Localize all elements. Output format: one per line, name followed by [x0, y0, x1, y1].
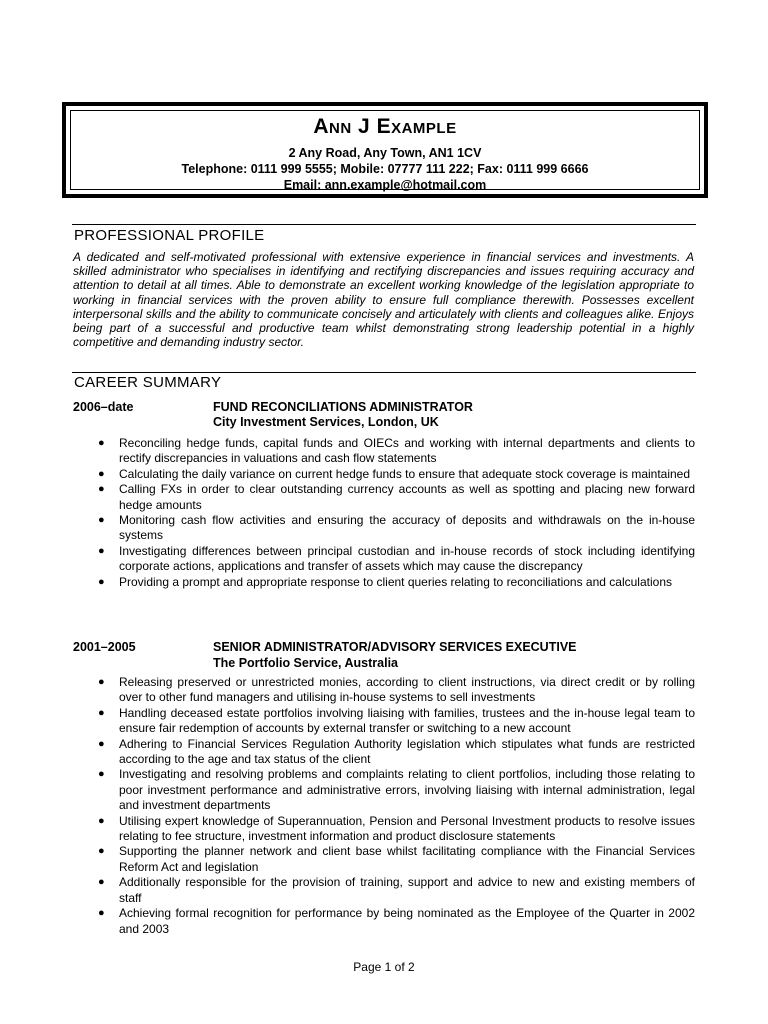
- list-item: ● Releasing preserved or unrestricted monies, according to client instructions, via direct credit or by rolling over to other fund managers and utilising in-house systems to sell investments: [98, 675, 695, 705]
- job-bullets: [96, 436, 695, 590]
- bullet-icon: ●: [98, 814, 105, 827]
- list-item: ● Providing a prompt and appropriate response to client queries relating to reconciliations and calculations: [98, 574, 672, 589]
- list-item: ● Adhering to Financial Services Regulation Authority legislation which stipulates what funds are restricted according to the age and tax status of the client: [98, 736, 695, 767]
- bullet-icon: ●: [98, 483, 105, 496]
- job-company: City Investment Services, London, UK: [213, 415, 439, 429]
- job-title: FUND RECONCILIATIONS ADMINISTRATOR: [213, 400, 473, 414]
- address: 2 Any Road, Any Town, AN1 1CV: [288, 146, 482, 160]
- list-item: ● Additionally responsible for the provision of training, support and advice to new and existing members of staff: [98, 875, 695, 905]
- career-section-title: CAREER SUMMARY: [74, 374, 222, 391]
- bullet-icon: ●: [98, 437, 105, 449]
- job-date: 2001–2005: [73, 640, 136, 654]
- bullet-icon: ●: [98, 544, 105, 557]
- job-title: SENIOR ADMINISTRATOR/ADVISORY SERVICES EXECUTIVE: [213, 640, 577, 654]
- job-date: 2006–date: [73, 400, 134, 414]
- profile-text: A dedicated and self-motivated professional with extensive experience in financial services and investments. A skilled administrator who specialises in identifying and rectifying discrepancies and issues requiring accuracy and attention to detail at all times. Able to demonstrate an excellent working knowledge of the legislation appropriate to working in financial services with the proven ability to ensure full compliance therewith. Possesses excellent interpersonal skills and the ability to communicate concisely and articulately with clients and colleagues alike. Enjoys being part of a successful and productive team whilst demonstrating strong leadership potential in a highly competitive and demanding industry sector.: [73, 250, 694, 350]
- profile-section-title: PROFESSIONAL PROFILE: [74, 227, 265, 244]
- list-item: ● Achieving formal recognition for performance by being nominated as the Employee of the Quarter in 2002 and 2003: [98, 906, 695, 936]
- bullet-icon: ●: [98, 575, 105, 588]
- bullet-icon: ●: [98, 768, 105, 781]
- job-company: The Portfolio Service, Australia: [213, 656, 399, 670]
- bullet-icon: ●: [98, 467, 105, 480]
- list-item: ● Investigating and resolving problems and complaints relating to client portfolios, including those relating to poor investment performance and administrative errors, involving liaising with internal administration, legal and investment departments: [98, 767, 695, 813]
- list-item: ● Calling FXs in order to clear outstanding currency accounts as well as spotting and placing new forward hedge amounts: [98, 482, 695, 512]
- list-item: ● Utilising expert knowledge of Superannuation, Pension and Personal Investment products to resolve issues relating to fee structure, investment information and product disclosure statements: [98, 813, 695, 844]
- list-item: ● Supporting the planner network and client base whilst facilitating compliance with the Financial Services Reform Act and legislation: [98, 844, 695, 874]
- candidate-name: Ann J Example: [313, 115, 457, 138]
- email: Email: ann.example@hotmail.com: [283, 178, 487, 192]
- bullet-icon: ●: [98, 706, 105, 719]
- career-rule: [72, 372, 696, 373]
- job-bullets: [96, 675, 695, 937]
- bullet-icon: ●: [98, 737, 105, 750]
- list-item: ● Calculating the daily variance on current hedge funds to ensure that adequate stock coverage is maintained: [98, 466, 691, 481]
- list-item: ● Investigating differences between principal custodian and in-house records of stock including identifying corporate actions, applications and transfer of assets which may cause the discrepancy: [98, 543, 695, 574]
- profile-rule: [72, 224, 696, 225]
- list-item: ● Handling deceased estate portfolios involving liaising with families, trustees and the in-house legal team to ensure fair redemption of accounts by external transfer or switching to a new account: [98, 705, 695, 736]
- header-box: [62, 102, 708, 198]
- bullet-icon: ●: [98, 845, 105, 858]
- page-number: Page 1 of 2: [353, 960, 415, 974]
- bullet-icon: ●: [98, 907, 105, 920]
- list-item: ● Reconciling hedge funds, capital funds and OIECs and working with internal departments and clients to rectify discrepancies in valuations and cash flow statements: [98, 436, 695, 466]
- bullet-icon: ●: [98, 876, 105, 889]
- list-item: ● Monitoring cash flow activities and ensuring the accuracy of deposits and withdrawals on the in-house systems: [98, 513, 695, 543]
- bullet-icon: ●: [98, 676, 105, 688]
- bullet-icon: ●: [98, 514, 105, 527]
- phone-numbers: Telephone: 0111 999 5555; Mobile: 07777 111 222; Fax: 0111 999 6666: [181, 162, 589, 176]
